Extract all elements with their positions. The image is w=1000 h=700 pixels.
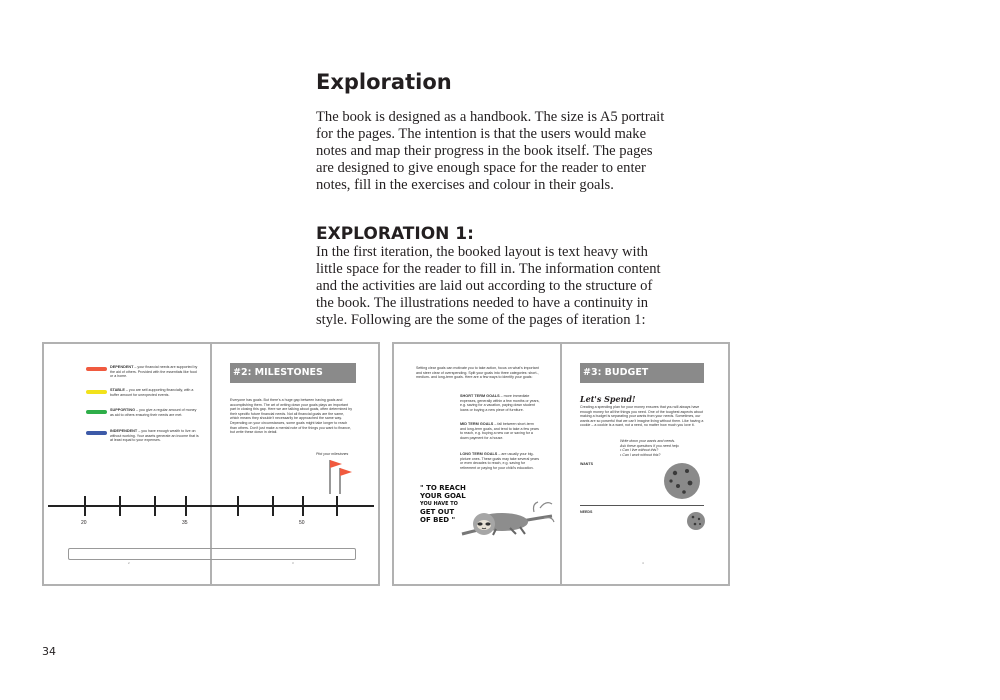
timeline-tick: [84, 496, 86, 516]
tag-entry: [110, 429, 200, 443]
prompt-line: • Can I work without this?: [620, 452, 661, 457]
page-folio: 4: [642, 561, 644, 565]
timeline-label: 35: [182, 520, 188, 526]
book-spread-2: [392, 342, 730, 586]
section-subheading: EXPLORATION 1:: [316, 224, 474, 244]
flags-icon: [326, 458, 356, 496]
timeline-tick: [272, 496, 274, 516]
budget-body: Creating a spending plan for your money ensures that you will always have enough money for all the things you need. One of the toughest aspects about making a budget is separating your wants from your needs. Sometimes, our wants are so powerful that we can't imagine living without them. Like having a cookie – a cookie is a want, not a need, no matter how much you love it.: [580, 405, 704, 428]
goal-entry: [460, 422, 540, 440]
goal-text: – more immediate expenses, generally within a few months or years, e.g. saving for a vacation, paying down student loans or buying a new piece of furniture.: [460, 394, 540, 412]
goals-intro: Setting clear goals can motivate you to take action, focus on what's important and steer clear of overspending. Split your goals into three categories: short-, medium- and long-term goals. Here are a few ways to identify your goals:: [416, 366, 539, 380]
quote-line: GET OUT: [420, 508, 455, 516]
goal-text: – are usually your big-picture ones. These goals may take several years or even decades to reach, e.g. saving for retirement or paying for your child's education.: [460, 452, 540, 470]
milestones-body: Everyone has goals. But there's a huge gap between having goals and accomplishing them. The art of writing down your goals plays an important part in closing this gap. Here we are talking about goals, often determined by their specific future financial needs. Not all financial goals are the same, which means they shouldn't necessarily be approached the same way. Depending on your circumstances, some goals might take longer to reach than others. Don't just make a mental note of the things you want to finance, but write these down in detail.: [230, 398, 353, 435]
page-heading: Exploration: [316, 70, 452, 94]
green-tag-icon: [86, 410, 107, 414]
goal-label: LONG TERM GOALS: [460, 452, 498, 456]
prompt-line: Ask these questions if you need help.: [620, 443, 680, 448]
timeline-tick: [302, 496, 304, 516]
yellow-tag-icon: [86, 390, 107, 394]
tag-text: – your financial needs are supported by the aid of others. Provided with the essentials like food or a home.: [110, 365, 198, 379]
timeline-tick: [119, 496, 121, 516]
sloth-illustration-icon: [460, 494, 556, 550]
page-number: 34: [42, 645, 56, 658]
timeline-tick: [185, 496, 187, 516]
flag-caption: Plot your milestones: [316, 452, 349, 456]
tag-label: INDEPENDENT: [110, 429, 138, 433]
goal-label: SHORT TERM GOALS: [460, 394, 500, 398]
quote-line: YOU HAVE TO: [420, 501, 458, 507]
lets-spend-title: Let's Spend!: [580, 394, 636, 404]
large-cookie-icon: [662, 461, 702, 501]
progress-bar-frame: [68, 548, 356, 560]
timeline-tick: [154, 496, 156, 516]
timeline-label: 20: [81, 520, 87, 526]
exploration-paragraph: In the first iteration, the booked layout is text heavy with little space for the reader to fill in. The information content and the activities are laid out according to the structure of the book. The illustrations needed to have a continuity in style. Following are the some of the pages of iteration 1:: [316, 244, 661, 328]
budget-header: #3: BUDGET: [580, 363, 704, 383]
prompt-line: Write down your wants and needs.: [620, 439, 676, 443]
goal-entry: [460, 452, 540, 470]
goal-label: MID TERM GOALS: [460, 422, 494, 426]
goal-text: – fall between short-term and long-term goals, and tend to take a few years to reach, e.g. buying a new car or saving for a down payment for a house.: [460, 422, 539, 440]
goal-entry: [460, 394, 540, 412]
quote-text: [420, 484, 466, 524]
quote-line: YOUR GOAL: [420, 492, 466, 500]
intro-paragraph: The book is designed as a handbook. The size is A5 portrait for the pages. The intention is that the users would make notes and map their progress in the book itself. The pages are designed to give enough space for the reader to enter notes, fill in the exercises and colour in their goals.: [316, 109, 665, 193]
book-spread-1: [42, 342, 380, 586]
timeline-tick: [237, 496, 239, 516]
tag-entry: [110, 365, 200, 379]
tag-label: DEPENDENT: [110, 365, 134, 369]
page-folio: 3: [292, 561, 294, 565]
milestones-header: #2: MILESTONES: [230, 363, 356, 383]
budget-prompts: [620, 439, 680, 457]
section-divider: [580, 505, 704, 506]
page-folio: 2: [128, 561, 130, 565]
tag-label: SUPPORTING: [110, 408, 136, 412]
tag-entry: [110, 388, 200, 397]
blue-tag-icon: [86, 431, 107, 435]
quote-line: OF BED ": [420, 516, 456, 524]
tag-label: STABLE: [110, 388, 125, 392]
timeline-label: 50: [299, 520, 305, 526]
quote-line: " TO REACH: [420, 484, 466, 492]
tag-text: – you give a regular amount of money as aid to others ensuring their needs are met.: [110, 408, 197, 417]
tag-text: – you have enough wealth to live on without working. Your assets generate an income that is at least equal to your expenses.: [110, 429, 199, 443]
spine: [560, 344, 562, 584]
red-tag-icon: [86, 367, 107, 371]
tag-text: – you are self-supporting financially, with a buffer amount for unexpected events.: [110, 388, 194, 397]
wants-label: WANTS: [580, 462, 593, 466]
timeline-line: [48, 505, 374, 507]
tag-entry: [110, 408, 200, 417]
timeline-tick: [336, 496, 338, 516]
prompt-line: • Can I live without this?: [620, 448, 659, 453]
small-cookie-icon: [686, 511, 706, 531]
needs-label: NEEDS: [580, 510, 593, 514]
